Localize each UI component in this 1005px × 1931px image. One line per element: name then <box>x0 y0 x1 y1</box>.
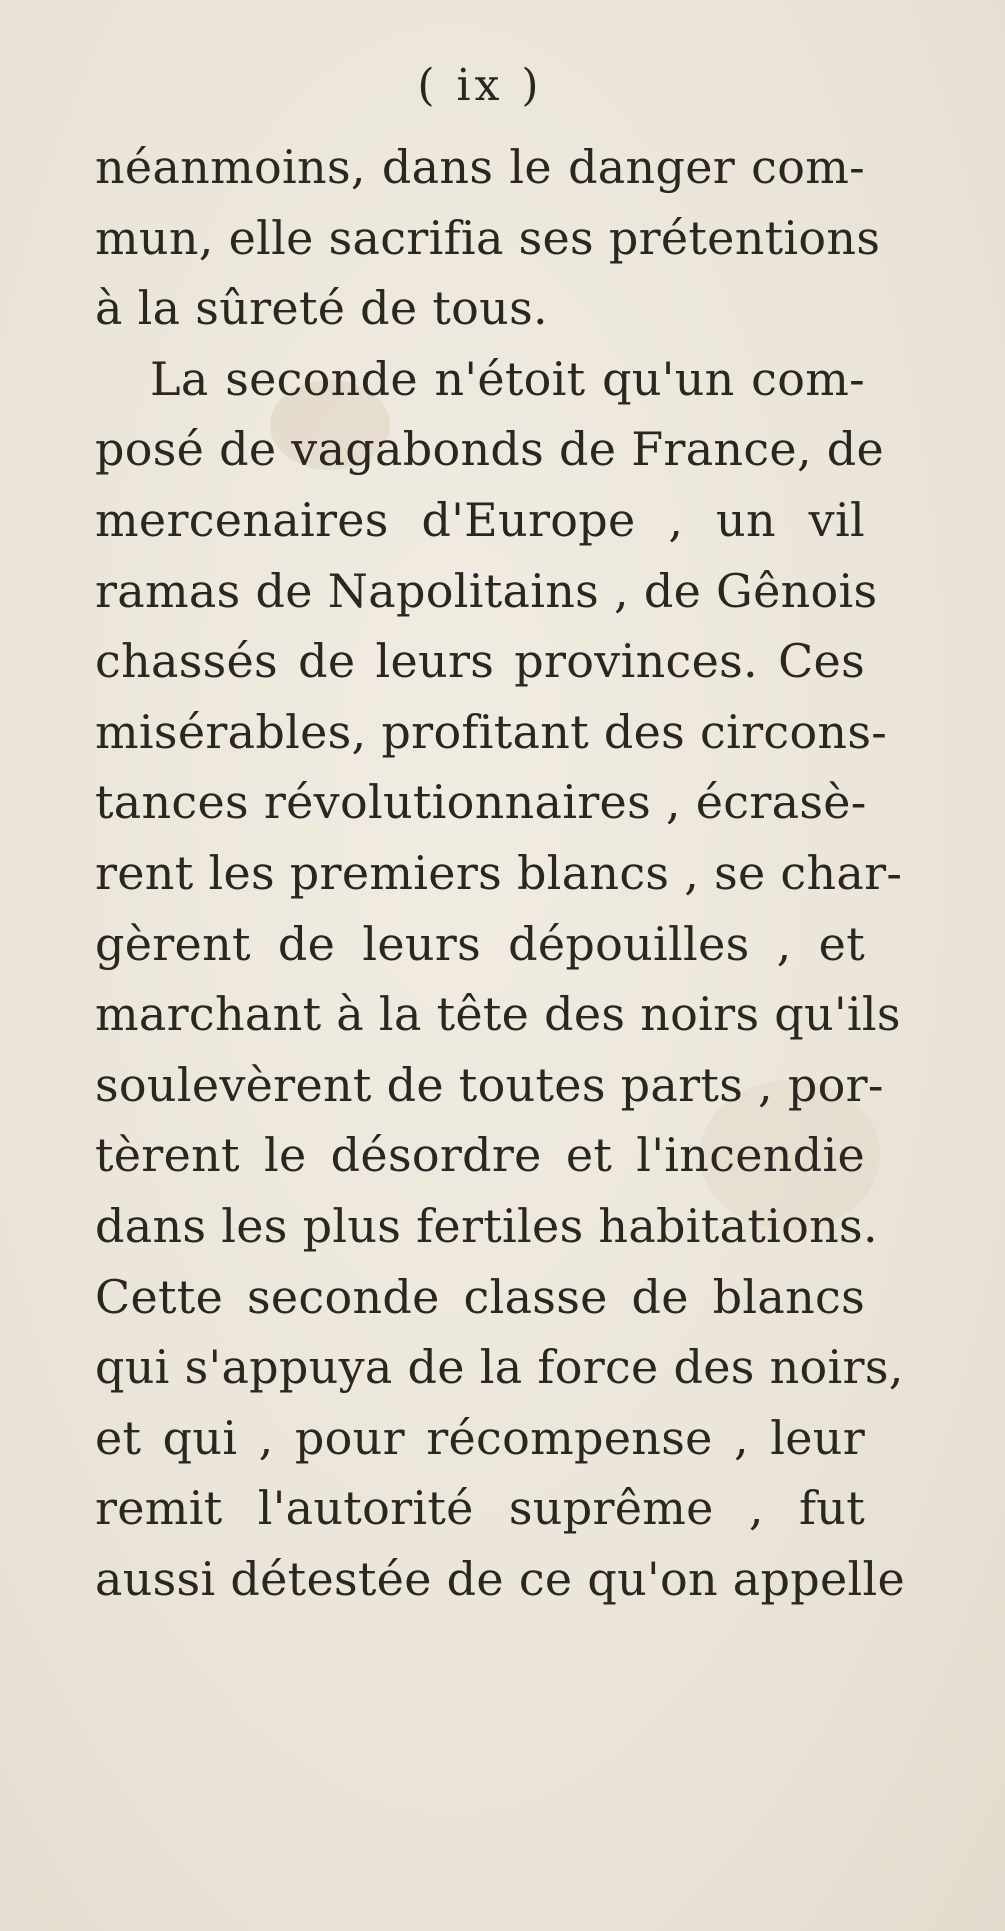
text-line: Cette seconde classe de blancs <box>95 1269 865 1324</box>
text-line: remit l'autorité suprême , fut <box>95 1481 865 1536</box>
text-line: tances révolutionnaires , écrasè- <box>95 775 867 830</box>
body-text <box>95 132 906 1614</box>
text-line: rent les premiers blancs , se char- <box>95 845 903 900</box>
text-line: posé de vagabonds de France, de <box>95 422 885 477</box>
text-line: chassés de leurs provinces. Ces <box>95 634 865 689</box>
text-line: néanmoins, dans le danger com- <box>95 140 865 194</box>
text-line: ramas de Napolitains , de Gênois <box>95 563 878 618</box>
text-line: misérables, profitant des circons- <box>95 704 888 759</box>
page-number-header: ( ix ) <box>417 60 543 111</box>
text-line: La seconde n'étoit qu'un com- <box>150 351 865 406</box>
text-line: mercenaires d'Europe , un vil <box>95 492 865 547</box>
text-line: qui s'appuya de la force des noirs, <box>95 1340 904 1395</box>
text-line: gèrent de leurs dépouilles , et <box>95 916 865 971</box>
text-line: marchant à la tête des noirs qu'ils <box>95 987 901 1042</box>
text-line: à la sûreté de tous. <box>95 281 548 336</box>
text-line: soulevèrent de toutes parts , por- <box>95 1057 884 1112</box>
text-line: aussi détestée de ce qu'on appelle <box>95 1551 906 1606</box>
text-line: mun, elle sacrifia ses prétentions <box>95 210 881 265</box>
text-line: dans les plus fertiles habitations. <box>95 1198 878 1253</box>
text-line: tèrent le désordre et l'incendie <box>95 1128 865 1183</box>
text-line: et qui , pour récompense , leur <box>95 1410 865 1465</box>
